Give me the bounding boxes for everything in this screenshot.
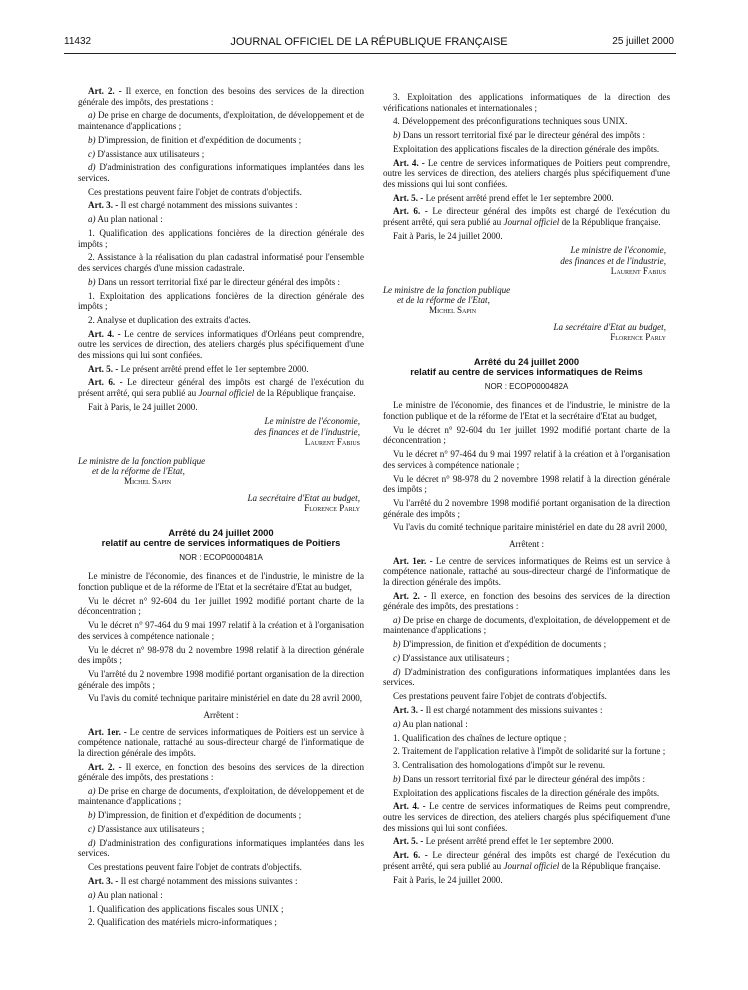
article-text: de la République française.	[256, 388, 356, 399]
article-label: Art. 1er. -	[88, 726, 127, 737]
signatory-name: Florence Parly	[304, 503, 360, 514]
header-rule	[64, 53, 676, 54]
article-label: Art. 2. -	[88, 761, 122, 772]
paragraph: Ces prestations peuvent faire l'objet de contrats d'objectifs.	[88, 186, 302, 197]
article	[78, 364, 364, 375]
article-text: Le présent arrêté prend effet le 1er septembre 2000.	[120, 363, 309, 374]
list-item: b) Dans un ressort territorial fixé par le directeur général des impôts :	[393, 130, 646, 141]
list-item: b) Dans un ressort territorial fixé par le directeur général des impôts :	[393, 773, 646, 784]
visa: Vu le décret n° 98-978 du 2 novembre 1998 relatif à la direction générale des impôts ;	[383, 473, 670, 495]
list-item-text: Dans un ressort territorial fixé par le directeur général des impôts :	[402, 773, 646, 784]
list-item: 3. Exploitation des applications informatiques de la direction des vérifications nationales et internationales ;	[383, 92, 670, 113]
list-item-text: D'assistance aux utilisateurs ;	[97, 148, 205, 159]
list-item: Exploitation des applications fiscales de la direction générale des impôts.	[393, 787, 660, 798]
list-item-text: D'administration des configurations informatiques implantées dans les services.	[78, 162, 364, 183]
decree-title-line: relatif au centre de services informatiques de Poitiers	[101, 537, 341, 549]
article-label: Art. 6. -	[88, 377, 123, 388]
signature-title: La secrétaire d'Etat au budget,	[247, 492, 360, 503]
list-item-text: Au plan national :	[402, 718, 468, 729]
article	[383, 801, 670, 833]
signature-block	[383, 285, 670, 316]
article-text: de la République française.	[561, 860, 661, 871]
visa: Vu l'arrêté du 2 novembre 1998 modifié portant organisation de la direction générale des impôts ;	[383, 497, 670, 519]
signature-title: Le ministre de la fonction publique	[78, 455, 206, 466]
article	[383, 836, 670, 847]
list-item-text: Dans un ressort territorial fixé par le directeur général des impôts :	[97, 276, 341, 287]
article-text: Le directeur général des impôts est chargé de l'exécution du présent arrêté, qui sera publié au	[383, 850, 670, 871]
article-label: Art. 5. -	[393, 192, 424, 203]
signature-title: des finances et de l'industrie,	[560, 255, 666, 266]
list-item: 4. Développement des préconfigurations techniques sous UNIX.	[393, 116, 628, 127]
article-text: Il est chargé notamment des missions suivantes :	[120, 875, 298, 886]
article	[78, 329, 364, 361]
list-item-text: Dans un ressort territorial fixé par le directeur général des impôts :	[402, 130, 646, 141]
nor-reference: NOR : ECOP0000481A	[179, 552, 263, 562]
signature-block	[383, 245, 670, 276]
paragraph: Le ministre de l'économie, des finances et de l'industrie, le ministre de la fonction publique et de la réforme de l'Etat et la secrétaire d'Etat au budget,	[78, 571, 364, 593]
signatory-name: Laurent Fabius	[610, 266, 666, 277]
signatory-name: Florence Parly	[610, 332, 666, 343]
page-number: 11432	[64, 36, 92, 47]
list-item: 1. Qualification des applications fiscales sous UNIX ;	[88, 903, 284, 914]
fait-a-paris: Fait à Paris, le 24 juillet 2000.	[393, 874, 503, 885]
signature-title: Le ministre de la fonction publique	[383, 284, 511, 295]
visa: Vu le décret n° 98-978 du 2 novembre 1998 relatif à la direction générale des impôts ;	[78, 644, 364, 666]
list-item: a) Au plan national :	[88, 214, 163, 225]
article-label: Art. 4. -	[393, 157, 425, 168]
list-item: 2. Traitement de l'application relative à l'impôt de solidarité sur la fortune ;	[393, 746, 666, 757]
visa: Vu l'arrêté du 2 novembre 1998 modifié portant organisation de la direction générale des impôts ;	[78, 668, 364, 690]
list-item: b) D'impression, de finition et d'expédition de documents ;	[393, 639, 607, 650]
article	[78, 200, 364, 211]
decree-title	[78, 528, 364, 549]
fait-a-paris: Fait à Paris, le 24 juillet 2000.	[393, 230, 503, 241]
signature-title: et de la réforme de l'Etat,	[92, 466, 185, 477]
list-item-text: Au plan national :	[97, 889, 163, 900]
list-item-text: D'assistance aux utilisateurs ;	[402, 653, 510, 664]
article-label: Art. 4. -	[88, 328, 121, 339]
list-item: d) D'administration des configurations informatiques implantées dans les services.	[78, 837, 364, 859]
page-header	[64, 36, 674, 54]
article-text: Le directeur général des impôts est chargé de l'exécution du présent arrêté, qui sera publié au	[78, 377, 364, 399]
article	[383, 193, 670, 204]
list-item: 3. Centralisation des homologations d'impôt sur le revenu.	[393, 760, 606, 771]
list-item: c) D'assistance aux utilisateurs ;	[88, 824, 205, 835]
visa: Vu le décret n° 92-604 du 1er juillet 1992 modifié portant charte de la déconcentration ;	[383, 424, 670, 446]
article-text: Il est chargé notamment des missions suivantes :	[120, 200, 298, 211]
right-column	[383, 92, 670, 888]
article-text: Le directeur général des impôts est chargé de l'exécution du présent arrêté, qui sera publié au	[383, 206, 670, 228]
article	[383, 158, 670, 190]
list-item: d) D'administration des configurations informatiques implantées dans les services.	[383, 666, 670, 688]
signature-block	[78, 416, 364, 447]
nor-reference: NOR : ECOP0000482A	[484, 381, 569, 391]
article	[78, 762, 364, 783]
article-text: Le présent arrêté prend effet le 1er septembre 2000.	[425, 836, 614, 847]
article-label: Art. 5. -	[393, 836, 424, 847]
decree-title-line: Arrêté du 24 juillet 2000	[473, 355, 580, 367]
article	[383, 850, 670, 871]
signature-block	[78, 493, 364, 514]
article-text: de la République française.	[561, 217, 661, 228]
signature-title: Le ministre de l'économie,	[570, 245, 666, 256]
journal-reference: Journal officiel	[198, 388, 255, 399]
article	[78, 377, 364, 398]
list-item: 2. Assistance à la réalisation du plan cadastral informatisé pour l'ensemble des services chargés d'une mission cadastrale.	[78, 252, 364, 273]
article	[78, 727, 364, 759]
list-item-text: Au plan national :	[97, 214, 163, 225]
list-item-text: D'impression, de finition et d'expédition de documents ;	[97, 810, 302, 821]
list-item: b) Dans un ressort territorial fixé par le directeur général des impôts :	[88, 276, 341, 287]
article-text: Le centre de services informatiques d'Orléans peut comprendre, outre les services de direction, des ateliers chargés plus spécifiquement d'une des missions qui lui sont confiées.	[78, 328, 364, 360]
article-text: Le centre de services informatiques de Poitiers peut comprendre, outre les services de direction, des ateliers chargés plus spécifiquement d'une des missions qui lui sont confiées.	[383, 157, 670, 189]
article-text: Il est chargé notamment des missions suivantes :	[425, 704, 603, 715]
signature-title: des finances et de l'industrie,	[254, 426, 360, 437]
article-label: Art. 3. -	[88, 875, 119, 886]
signature-block	[383, 322, 670, 343]
fait-a-paris: Fait à Paris, le 24 juillet 2000.	[88, 401, 198, 412]
list-item: Exploitation des applications fiscales de la direction générale des impôts.	[393, 143, 660, 154]
list-item: 1. Qualification des applications foncières de la direction générale des impôts ;	[78, 228, 364, 249]
article	[383, 591, 670, 612]
arretent-heading: Arrêtent :	[203, 709, 239, 720]
signature-title: et de la réforme de l'Etat,	[397, 295, 490, 306]
signature-title: Le ministre de l'économie,	[264, 416, 360, 427]
list-item-text: De prise en charge de documents, d'exploitation, de développement et de maintenance d'applications ;	[78, 785, 364, 807]
list-item: a) Au plan national :	[393, 718, 468, 729]
article-text: Il exerce, en fonction des besoins des services de la direction générale des impôts, des prestations :	[383, 590, 670, 612]
visa: Vu l'avis du comité technique paritaire ministériel en date du 28 avril 2000,	[88, 693, 363, 704]
issue-date: 25 juillet 2000	[612, 36, 674, 47]
article-label: Art. 3. -	[393, 704, 424, 715]
list-item: 2. Qualification des matériels micro-informatiques ;	[88, 917, 277, 928]
list-item: 1. Exploitation des applications foncières de la direction générale des impôts ;	[78, 290, 364, 312]
list-item-text: D'impression, de finition et d'expédition de documents ;	[97, 134, 302, 145]
paragraph: Ces prestations peuvent faire l'objet de contrats d'objectifs.	[88, 862, 302, 873]
signatory-name: Michel Sapin	[124, 476, 172, 487]
signature-block	[78, 456, 364, 487]
article-text: Le centre de services informatiques de Poitiers est un service à compétence nationale, rattaché au sous-directeur chargé de l'informatique de la direction générale des impôts.	[78, 726, 364, 758]
article-text: Le centre de services informatiques de Reims peut comprendre, outre les services de direction, des ateliers chargés plus spécifiquement d'une des missions qui lui sont confiées.	[383, 801, 670, 833]
list-item: a) De prise en charge de documents, d'exploitation, de développement et de maintenance d'applications ;	[78, 785, 364, 807]
visa: Vu le décret n° 97-464 du 9 mai 1997 relatif à la création et à l'organisation des services à compétence nationale ;	[383, 449, 670, 470]
list-item-text: D'assistance aux utilisateurs ;	[97, 824, 205, 835]
article-label: Art. 3. -	[88, 200, 119, 211]
article-label: Art. 5. -	[88, 363, 119, 374]
list-item-text: De prise en charge de documents, d'exploitation, de développement et de maintenance d'applications ;	[78, 110, 364, 131]
list-item: c) D'assistance aux utilisateurs ;	[393, 653, 510, 664]
article-text: Il exerce, en fonction des besoins des services de la direction générale des impôts, des prestations :	[78, 761, 364, 783]
list-item: d) D'administration des configurations informatiques implantées dans les services.	[78, 162, 364, 183]
article-text: Il exerce, en fonction des besoins des services de la direction générale des impôts, des prestations :	[78, 86, 364, 107]
visa: Vu l'avis du comité technique paritaire ministériel en date du 28 avril 2000,	[393, 522, 668, 533]
article-text: Le centre de services informatiques de Reims est un service à compétence nationale, rattaché au sous-directeur chargé de l'informatique de la direction générale des impôts.	[383, 555, 670, 587]
list-item-text: D'administration des configurations informatiques implantées dans les services.	[78, 837, 364, 859]
article-label: Art. 4. -	[393, 801, 426, 812]
list-item-text: De prise en charge de documents, d'exploitation, de développement et de maintenance d'applications ;	[383, 614, 670, 636]
article	[78, 876, 364, 887]
article-label: Art. 2. -	[393, 590, 427, 601]
list-item: 1. Qualification des chaînes de lecture optique ;	[393, 732, 567, 743]
article	[78, 86, 364, 107]
visa: Vu le décret n° 92-604 du 1er juillet 1992 modifié portant charte de la déconcentration ;	[78, 595, 364, 617]
list-item: b) D'impression, de finition et d'expédition de documents ;	[88, 134, 302, 145]
list-item: a) De prise en charge de documents, d'exploitation, de développement et de maintenance d'applications ;	[383, 614, 670, 636]
article-label: Art. 6. -	[393, 850, 428, 861]
signature-title: La secrétaire d'Etat au budget,	[553, 321, 666, 332]
list-item-text: D'administration des configurations informatiques implantées dans les services.	[383, 666, 670, 688]
decree-title-line: Arrêté du 24 juillet 2000	[168, 526, 274, 538]
list-item: b) D'impression, de finition et d'expédition de documents ;	[88, 810, 302, 821]
journal-title: JOURNAL OFFICIEL DE LA RÉPUBLIQUE FRANÇAISE	[230, 36, 508, 48]
signatory-name: Michel Sapin	[429, 305, 477, 316]
article	[383, 206, 670, 227]
left-column	[78, 86, 364, 931]
paragraph: Ces prestations peuvent faire l'objet de contrats d'objectifs.	[393, 691, 607, 702]
article-text: Le présent arrêté prend effet le 1er septembre 2000.	[425, 192, 614, 203]
list-item: 2. Analyse et duplication des extraits d'actes.	[88, 314, 251, 325]
article-label: Art. 2. -	[88, 86, 122, 96]
article	[383, 556, 670, 588]
decree-title	[383, 357, 670, 378]
list-item-text: D'impression, de finition et d'expédition de documents ;	[402, 639, 607, 650]
arretent-heading: Arrêtent :	[508, 538, 545, 549]
journal-reference: Journal officiel	[503, 860, 560, 871]
list-item: a) De prise en charge de documents, d'exploitation, de développement et de maintenance d'applications ;	[78, 110, 364, 131]
visa: Vu le décret n° 97-464 du 9 mai 1997 relatif à la création et à l'organisation des services à compétence nationale ;	[78, 620, 364, 641]
list-item: c) D'assistance aux utilisateurs ;	[88, 148, 205, 159]
article-label: Art. 1er. -	[393, 555, 433, 566]
journal-reference: Journal officiel	[503, 217, 560, 228]
signatory-name: Laurent Fabius	[304, 437, 360, 448]
paragraph: Le ministre de l'économie, des finances et de l'industrie, le ministre de la fonction publique et de la réforme de l'Etat et la secrétaire d'Etat au budget,	[383, 400, 670, 422]
list-item: a) Au plan national :	[88, 889, 163, 900]
article	[383, 705, 670, 716]
decree-title-line: relatif au centre de services informatiques de Reims	[410, 366, 643, 378]
article-label: Art. 6. -	[393, 206, 428, 217]
